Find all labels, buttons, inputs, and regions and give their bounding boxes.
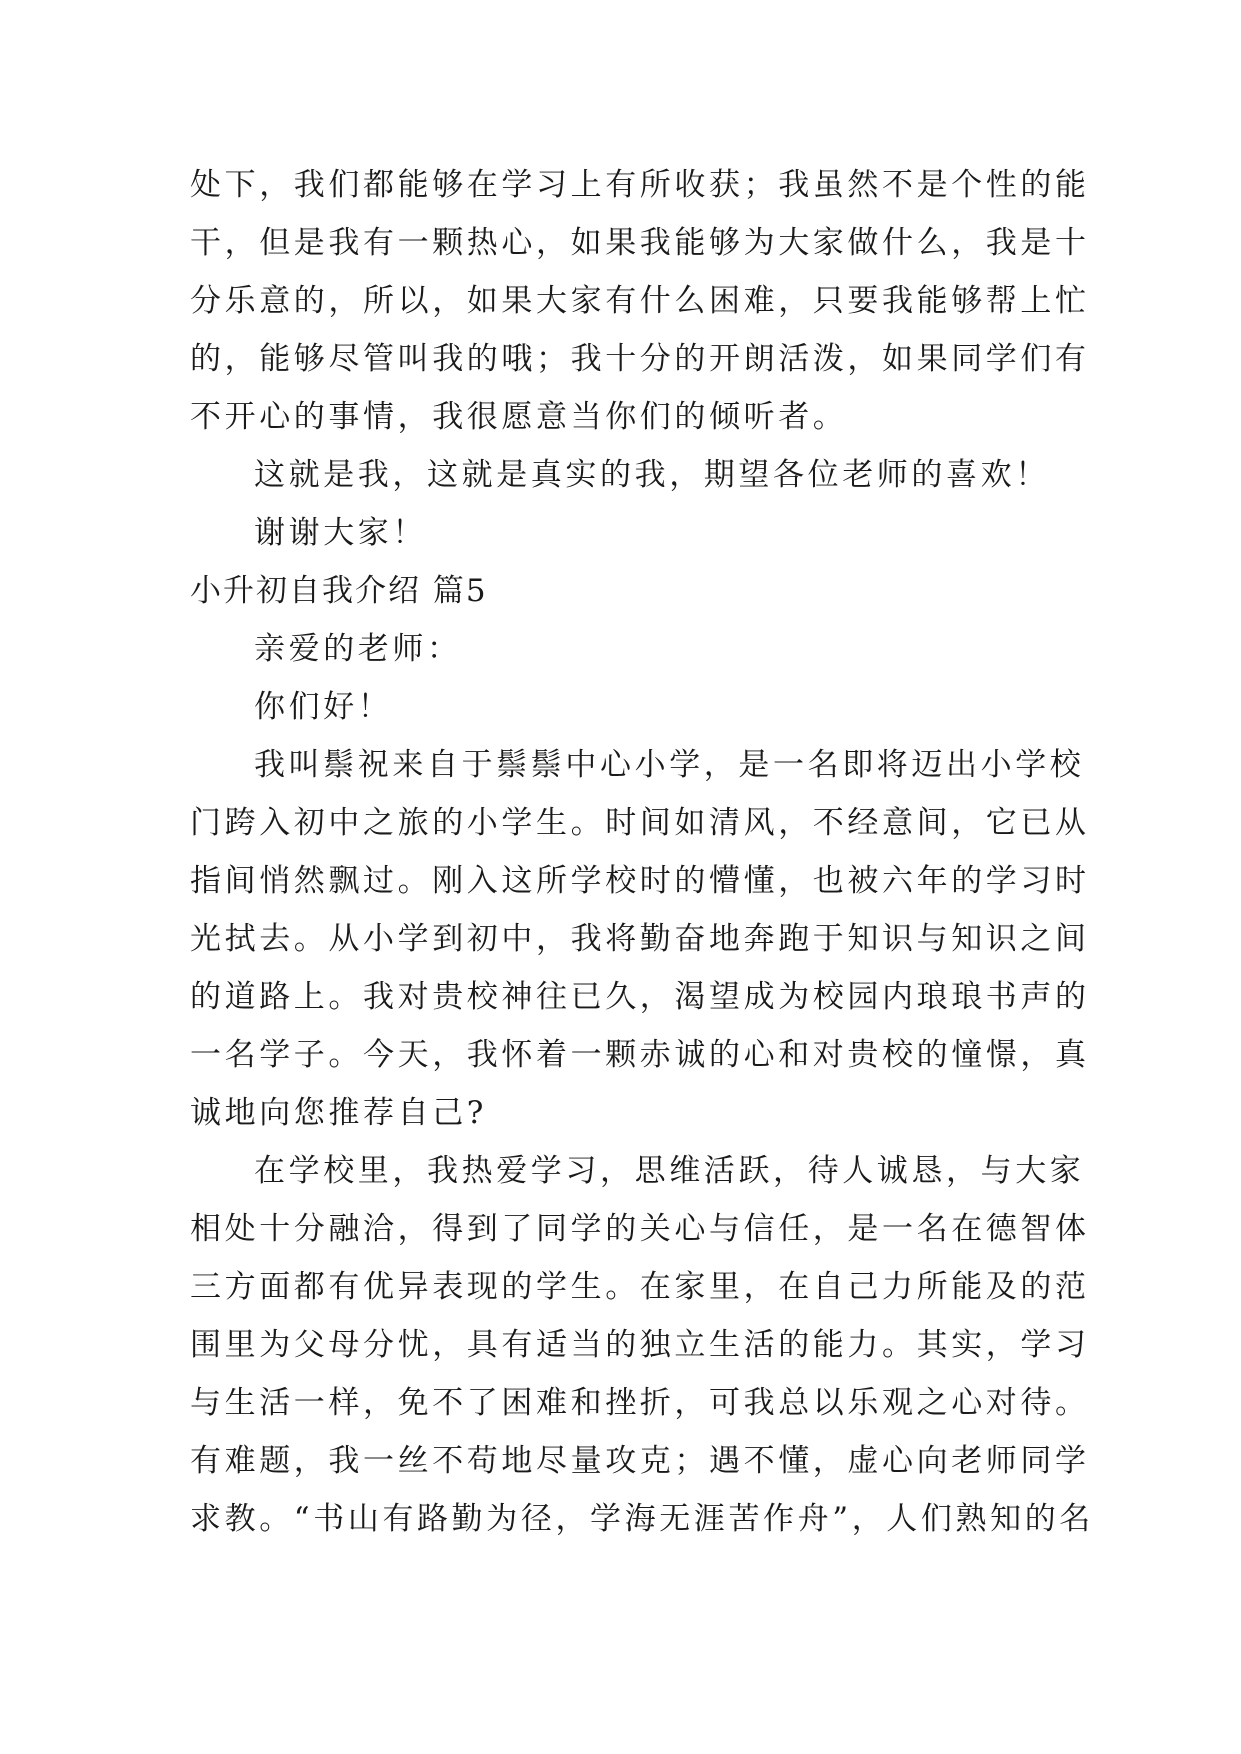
paragraph-line: 门跨入初中之旅的小学生。时间如清风，不经意间，它已从 (190, 805, 1090, 841)
section-heading: 小升初自我介绍 篇5 (190, 573, 488, 609)
paragraph-line: 围里为父母分忧，具有适当的独立生活的能力。其实，学习 (190, 1327, 1090, 1363)
greeting-line: 你们好！ (254, 689, 393, 725)
paragraph-line: 三方面都有优异表现的学生。在家里，在自己力所能及的范 (190, 1269, 1090, 1305)
paragraph-line: 与生活一样，免不了困难和挫折，可我总以乐观之心对待。 (190, 1385, 1090, 1421)
paragraph-line: 求教。“书山有路勤为径，学海无涯苦作舟”，人们熟知的名 (190, 1501, 1094, 1537)
greeting-line: 亲爱的老师： (254, 631, 462, 667)
paragraph-line: 指间悄然飘过。刚入这所学校时的懵懂，也被六年的学习时 (190, 863, 1090, 899)
paragraph-line: 在学校里，我热爱学习，思维活跃，待人诚恳，与大家 (254, 1153, 1085, 1189)
paragraph-line: 诚地向您推荐自己? (190, 1095, 488, 1131)
paragraph-line: 不开心的事情，我很愿意当你们的倾听者。 (190, 399, 848, 435)
paragraph-line: 这就是我，这就是真实的我，期望各位老师的喜欢！ (254, 457, 1050, 493)
paragraph-line: 相处十分融洽，得到了同学的关心与信任，是一名在德智体 (190, 1211, 1090, 1247)
paragraph-line: 的，能够尽管叫我的哦；我十分的开朗活泼，如果同学们有 (190, 341, 1090, 377)
paragraph-line: 分乐意的，所以，如果大家有什么困难，只要我能够帮上忙 (190, 283, 1090, 319)
paragraph-line: 干，但是我有一颗热心，如果我能够为大家做什么，我是十 (190, 225, 1090, 261)
paragraph-line: 光拭去。从小学到初中，我将勤奋地奔跑于知识与知识之间 (190, 921, 1090, 957)
paragraph-line: 我叫鬃祝来自于鬃鬃中心小学，是一名即将迈出小学校 (254, 747, 1085, 783)
paragraph-line: 一名学子。今天，我怀着一颗赤诚的心和对贵校的憧憬，真 (190, 1037, 1090, 1073)
paragraph-line: 的道路上。我对贵校神往已久，渴望成为校园内琅琅书声的 (190, 979, 1090, 1015)
paragraph-line: 处下，我们都能够在学习上有所收获；我虽然不是个性的能 (190, 167, 1090, 203)
paragraph-line: 有难题，我一丝不苟地尽量攻克；遇不懂，虚心向老师同学 (190, 1443, 1090, 1479)
paragraph-line: 谢谢大家！ (254, 515, 427, 551)
